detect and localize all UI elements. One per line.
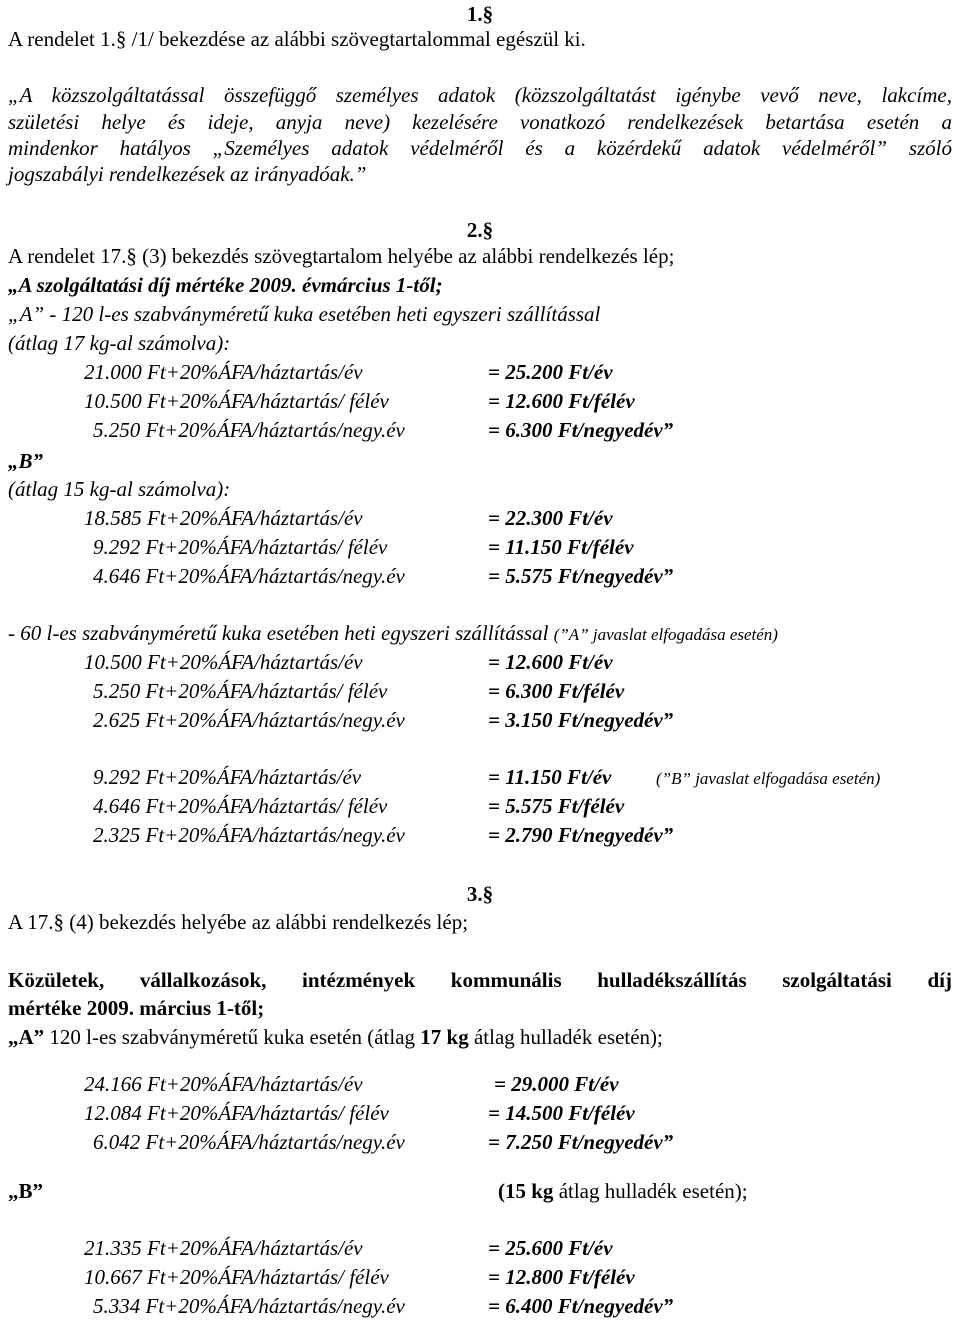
section-3-title-line-1: Közületek, vállalkozások, intézmények kommunális hulladékszállítás szolgáltatási díj [8,968,952,992]
section-2-intro: A rendelet 17.§ (3) bekezdés szövegtartalom helyébe az alábbi rendelkezés lép; [8,244,675,268]
s2-a-row-3-right: = 6.300 Ft/negyedév” [488,418,674,442]
s3-a-row-2-right: = 14.500 Ft/félév [488,1101,635,1125]
s2-b-row-2-right: = 11.150 Ft/félév [488,535,634,559]
s3-a-row-1-left: 24.166 Ft+20%ÁFA/háztartás/év [84,1072,363,1096]
section-1-quote-line-3: mindenkor hatályos „Személyes adatok védelméről és a közérdekű adatok védelméről” szóló [8,136,952,160]
s2-a-row-2-left: 10.500 Ft+20%ÁFA/háztartás/ félév [84,389,389,413]
section-2-b-label: „B” [8,449,44,473]
s3-b-row-2-left: 10.667 Ft+20%ÁFA/háztartás/ félév [84,1265,389,1289]
s2-60l-a-row-2-right: = 6.300 Ft/félév [488,679,625,703]
s2-a-row-1-left: 21.000 Ft+20%ÁFA/háztartás/év [84,360,363,384]
s2-60l-a-row-1-left: 10.500 Ft+20%ÁFA/háztartás/év [84,650,363,674]
section-2-b-line-2: (átlag 15 kg-al számolva): [8,477,231,501]
section-3-title-line-2: mértéke 2009. március 1-től; [8,996,265,1020]
s2-a-row-2-right: = 12.600 Ft/félév [488,389,635,413]
section-1-quote-line-1: „A közszolgáltatással összefüggő személyes adatok (közszolgáltatást igénybe vevő neve, lakcíme, [8,83,952,107]
section-2-title-part-2: évmárcius 1-től; [302,273,443,297]
section-1-quote-line-4: jogszabályi rendelkezések az irányadóak.” [8,162,367,186]
s2-a-row-1-right: = 25.200 Ft/év [488,360,613,384]
section-1-quote-line-2: születési helye és ideje, anyja neve) kezelésére vonatkozó rendelkezések betartása esetén a [8,110,952,134]
s2-60l-a-row-1-right: = 12.600 Ft/év [488,650,613,674]
s3-b-row-1-left: 21.335 Ft+20%ÁFA/háztartás/év [84,1236,363,1260]
s2-60l-b-row-2-right: = 5.575 Ft/félév [488,794,625,818]
s2-b-row-3-left: 4.646 Ft+20%ÁFA/háztartás/negy.év [93,564,405,588]
section-3-heading: 3.§ [466,882,494,906]
section-1-heading: 1.§ [466,2,494,26]
s3-b-row-3-right: = 6.400 Ft/negyedév” [488,1294,674,1318]
s2-b-row-1-right: = 22.300 Ft/év [488,506,613,530]
section-3-a-kg: 17 kg [420,1025,469,1049]
section-3-b-label: „B” [8,1179,44,1203]
s3-b-row-3-left: 5.334 Ft+20%ÁFA/háztartás/negy.év [93,1294,405,1318]
section-2-a-line-2: (átlag 17 kg-al számolva): [8,331,231,355]
section-2-60l-intro [8,623,778,644]
section-2-a-line-1: „A” - 120 l-es szabványméretű kuka esetében heti egyszeri szállítással [8,302,601,326]
s3-a-row-3-left: 6.042 Ft+20%ÁFA/háztartás/negy.év [93,1130,405,1154]
s2-60l-b-note: (”B” javaslat elfogadása esetén) [656,769,881,788]
s2-60l-b-row-1-left: 9.292 Ft+20%ÁFA/háztartás/év [93,765,362,789]
section-3-a-text: 120 l-es szabványméretű kuka esetén (átlag [44,1025,421,1049]
section-2-title-part-1: „A szolgáltatási díj mértéke 2009. [8,273,303,297]
s2-60l-a-row-3-left: 2.625 Ft+20%ÁFA/háztartás/negy.év [93,708,405,732]
section-3-a-label: „A” [8,1025,45,1049]
s3-a-row-3-right: = 7.250 Ft/negyedév” [488,1130,674,1154]
s2-60l-a-row-2-left: 5.250 Ft+20%ÁFA/háztartás/ félév [93,679,388,703]
s2-b-row-1-left: 18.585 Ft+20%ÁFA/háztartás/év [84,506,363,530]
s2-60l-b-row-3-right: = 2.790 Ft/negyedév” [488,823,674,847]
s2-b-row-3-right: = 5.575 Ft/negyedév” [488,564,674,588]
section-1-intro: A rendelet 1.§ /1/ bekezdése az alábbi szövegtartalommal egészül ki. [8,27,586,51]
section-3-b-text-1: (15 [498,1179,532,1203]
section-2-60l-intro-text: - 60 l-es szabványméretű kuka esetében heti egyszeri szállítással [8,621,549,645]
section-3-b-kg: kg [531,1179,554,1203]
section-3-a-line [8,1027,663,1048]
s2-60l-b-row-1-right: = 11.150 Ft/év [488,765,612,789]
section-3-intro: A 17.§ (4) bekezdés helyébe az alábbi rendelkezés lép; [8,910,469,934]
s2-a-row-3-left: 5.250 Ft+20%ÁFA/háztartás/negy.év [93,418,405,442]
s3-b-row-1-right: = 25.600 Ft/év [488,1236,613,1260]
section-2-title [8,275,443,296]
section-3-a-text-2: átlag hulladék esetén); [468,1025,663,1049]
section-2-heading: 2.§ [466,218,494,242]
section-3-b-desc [498,1181,748,1202]
s3-b-row-2-right: = 12.800 Ft/félév [488,1265,635,1289]
s2-b-row-2-left: 9.292 Ft+20%ÁFA/háztartás/ félév [93,535,388,559]
s3-a-row-2-left: 12.084 Ft+20%ÁFA/háztartás/ félév [84,1101,389,1125]
section-2-60l-a-note: (”A” javaslat elfogadása esetén) [553,625,778,644]
s2-60l-b-row-3-left: 2.325 Ft+20%ÁFA/háztartás/negy.év [93,823,405,847]
section-3-b-text-2: átlag hulladék esetén); [553,1179,748,1203]
s3-a-row-1-right: = 29.000 Ft/év [494,1072,619,1096]
s2-60l-b-row-2-left: 4.646 Ft+20%ÁFA/háztartás/ félév [93,794,388,818]
s2-60l-a-row-3-right: = 3.150 Ft/negyedév” [488,708,674,732]
